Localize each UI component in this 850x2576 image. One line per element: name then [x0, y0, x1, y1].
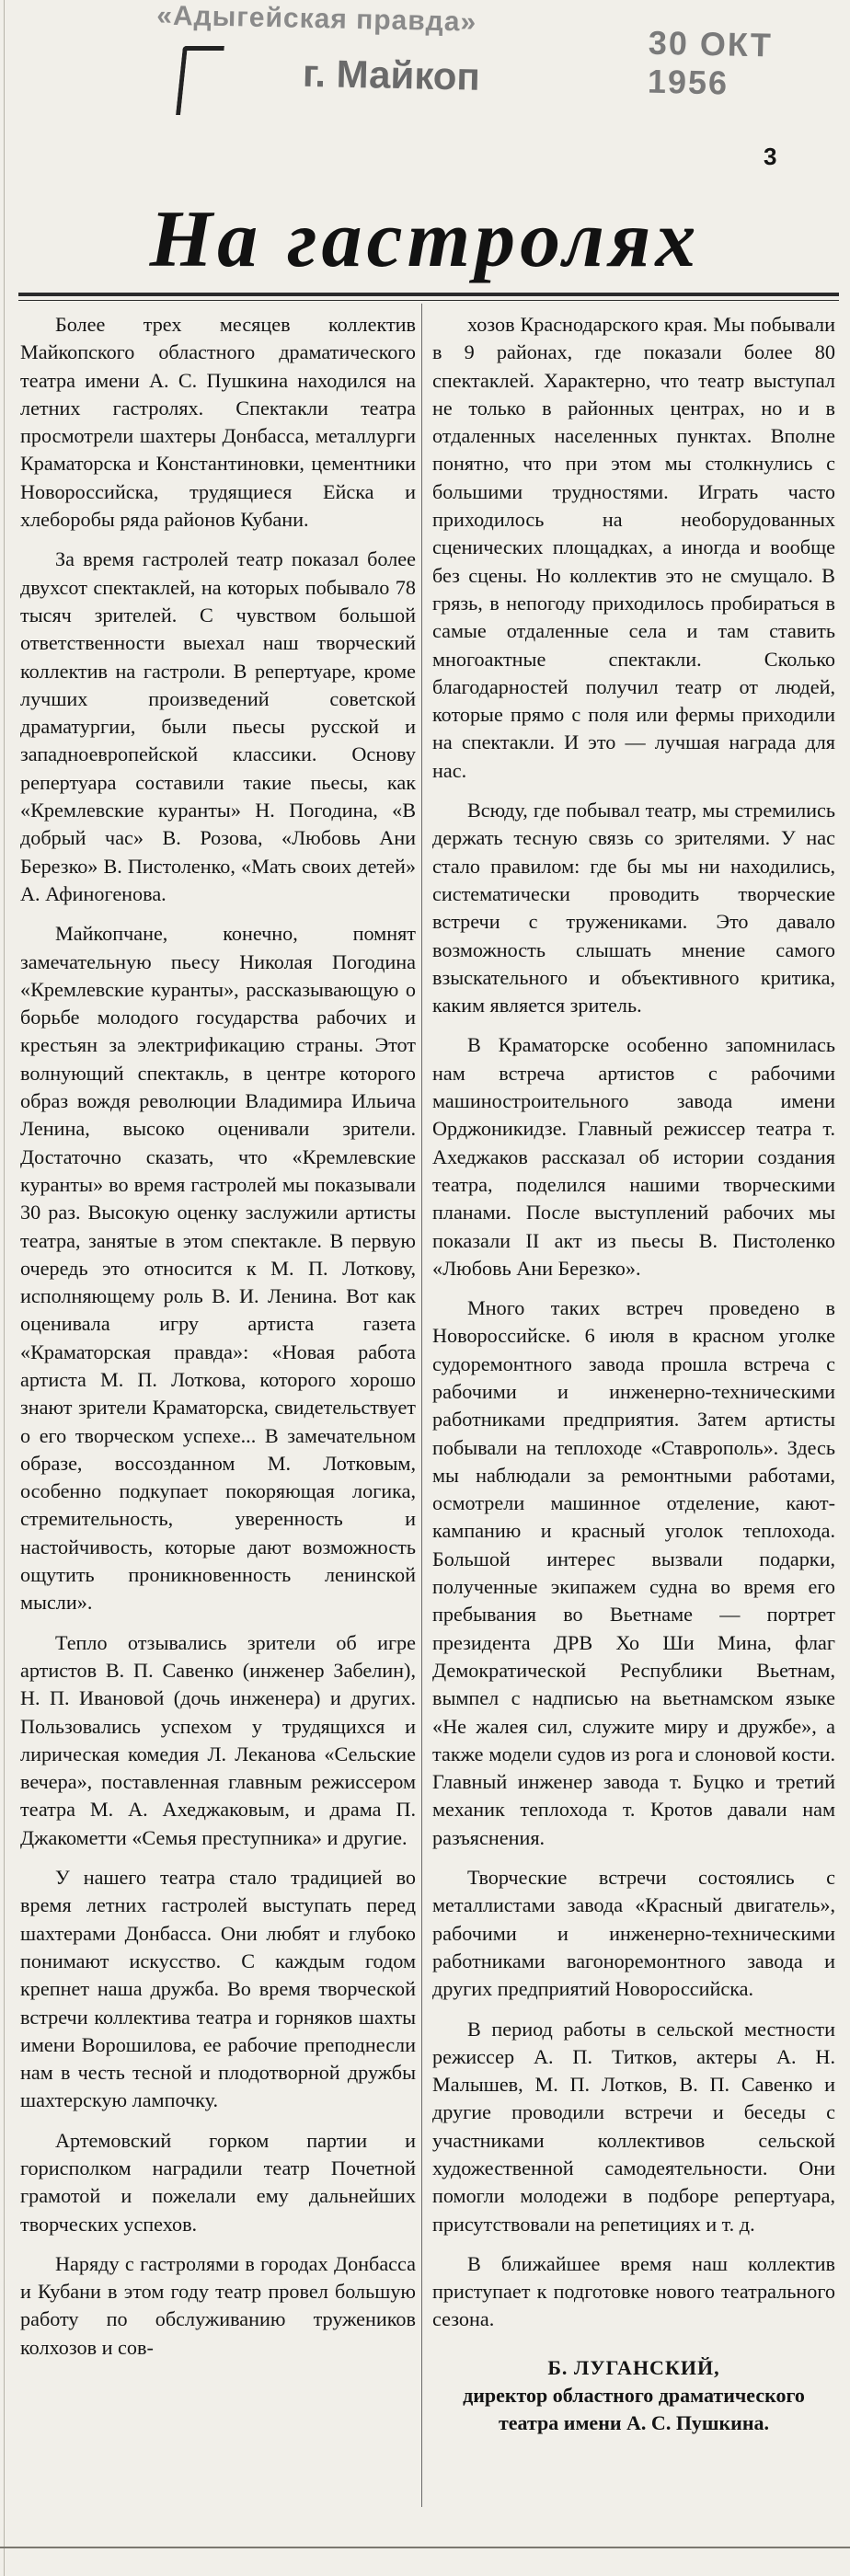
- page-edge: [4, 0, 5, 2576]
- author-name: Б. ЛУГАНСКИЙ,: [547, 2355, 720, 2379]
- paragraph: Много таких встреч проведено в Новороссийске. 6 июля в красном уголке судоремонтного завода прошла встреча с рабочими и инженерно-техническими работниками предприятия. Затем артисты побывали на теплоходе «Ставрополь». Здесь мы наблюдали за ремонтными работами, осмотрели машинное отделение, кают-кампанию и красный уголок теплохода. Большой интерес вызвали подарки, полученные экипажем судна во время его пребывания во Вьетнаме — портрет президента ДРВ Хо Ши Мина, флаг Демократической Республики Вьетнам, вымпел с надписью на вьетнамском языке «Не жалея сил, служите миру и дружбе», а также модели судов из рога и слоновой кости. Главный инженер завода т. Буцко и третий механик теплохода т. Кротов давали нам разъяснения.: [432, 1296, 835, 1849]
- page-number: 3: [764, 143, 777, 170]
- author-title: директор областного драматического театра имени А. С. Пушкина.: [463, 2383, 805, 2434]
- city-label: г. Майкоп: [302, 51, 481, 98]
- headline-rule-thin: [18, 300, 839, 301]
- paragraph: Более трех месяцев коллектив Майкопского областного драматического театра имени А. С. Пушкина находился на летних гастролях. Спектакли театра просмотрели шахтеры Донбасса, металлурги Краматорска и Константиновки, цементники Новороссийска, трудящиеся Ейска и хлеборобы ряда районов Кубани.: [20, 313, 416, 532]
- page-bottom-rule: [0, 2547, 850, 2548]
- paragraph: Творческие встречи состоялись с металлистами завода «Красный двигатель», рабочими и инженерно-техническими работниками вагоноремонтного завода и других предприятий Новороссийска.: [432, 1866, 835, 2001]
- handwritten-mark-icon: [176, 46, 224, 115]
- paragraph: Тепло отзывались зрители об игре артистов В. П. Савенко (инженер Забелин), Н. П. Ивановой (дочь инженера) и других. Пользовались успехом у трудящихся и лирическая комедия Л. Леканова «Сельские вечера», поставленная главным режиссером театра М. А. Ахеджаковым, и драма П. Джакометти «Семья преступника» и другие.: [20, 1630, 416, 1849]
- author-signature: [432, 2354, 835, 2437]
- paragraph: В период работы в сельской местности режиссер А. П. Титков, актеры А. Н. Малышев, М. П. Лотков, В. П. Савенко и другие проводили встречи и беседы с участниками коллективов сельской художественной самодеятельности. Они помогли молодежи в подборе репертуара, присутствовали на репетициях и т. д.: [432, 2017, 835, 2236]
- paragraph: В ближайшее время наш коллектив приступает к подготовке нового театрального сезона.: [432, 2251, 835, 2331]
- headline-rule: [18, 293, 839, 296]
- article-column-right: [432, 311, 835, 2437]
- newspaper-name: «Адыгейская правда»: [156, 0, 477, 38]
- article-column-left: [20, 311, 416, 2367]
- paragraph: Майкопчане, конечно, помнят замечательную пьесу Николая Погодина «Кремлевские куранты», рассказывающую о борьбе молодого государства рабочих и крестьян за электрификацию страны. Этот волнующий спектакль, в центре которого образ вождя революции Владимира Ильича Ленина, высоко оценивали зрители. Достаточно сказать, что «Кремлевские куранты» во время гастролей мы показывали 30 раз. Высокую оценку заслужили артисты театра, занятые в этом спектакле. В первую очередь это относится к М. П. Лоткову, исполняющему роль В. И. Ленина. Вот как оценивала игру артиста газета «Краматорская правда»: «Новая работа артиста М. П. Лоткова, которого хорошо знают зрители Краматорска, свидетельствует о его творческом успехе... В замечательном образе, воссозданном М. Лотковым, особенно подкупает покоряющая логика, стремительность, уверенность и настойчивость, которые дают возможность ощутить проникновенность ленинской мысли».: [20, 922, 416, 1615]
- paragraph: Артемовский горком партии и горисполком наградили театр Почетной грамотой и пожелали ему дальнейших творческих успехов.: [20, 2128, 416, 2236]
- column-divider: [421, 304, 422, 2507]
- date-stamp: 30 ОКТ 1956: [647, 23, 774, 102]
- article-headline: На гастролях: [149, 195, 701, 284]
- paragraph: В Краматорске особенно запомнилась нам встреча артистов с рабочими машиностроительного завода имени Орджоникидзе. Главный режиссер театра т. Ахеджаков рассказал об истории создания театра, поделился нашими творческими планами. После выступлений рабочих мы показали II акт из пьесы В. Пистоленко «Любовь Ани Березко».: [432, 1033, 835, 1280]
- paragraph: Всюду, где побывал театр, мы стремились держать тесную связь со зрителями. У нас стало правилом: где бы мы ни находились, систематически проводить творческие встречи с тружениками. Это давало возможность слышать мнение самого взыскательного и объективного критика, каким является зритель.: [432, 799, 835, 1018]
- paragraph: У нашего театра стало традицией во время летних гастролей выступать перед шахтерами Донбасса. Они любят и глубоко понимают искусство. С каждым годом крепнет наша дружба. Во время творческой встречи коллектива театра и горняков шахты имени Ворошилова, ее рабочие преподнесли нам в честь тесной и плодотворной дружбы шахтерскую лампочку.: [20, 1866, 416, 2112]
- paragraph: хозов Краснодарского края. Мы побывали в 9 районах, где показали более 80 спектаклей. Характерно, что театр выступал не только в районных центрах, но и в отдаленных населенных пунктах. Вполне понятно, что при этом мы столкнулись с большими трудностями. Играть часто приходилось на необорудованных сценических площадках, а иногда и вообще без сцены. Но коллектив это не смущало. В грязь, в непогоду приходилось пробираться в самые отдаленные села и там ставить многоактные спектакли. Сколько благодарностей получил театр от людей, которые прямо с поля или фермы приходили на спектакли. И это — лучшая награда для нас.: [432, 313, 835, 782]
- paragraph: За время гастролей театр показал более двухсот спектаклей, на которых побывало 78 тысяч зрителей. С чувством большой ответственности выехал наш творческий коллектив на гастроли. В репертуаре, кроме лучших произведений советской драматургии, были пьесы русской и западноевропейской классики. Основу репертуара составили такие пьесы, как «Кремлевские куранты» Н. Погодина, «В добрый час» В. Розова, «Любовь Ани Березко» В. Пистоленко, «Мать своих детей» А. Афиногенова.: [20, 547, 416, 905]
- archive-stamp: [137, 0, 837, 102]
- paragraph: Наряду с гастролями в городах Донбасса и Кубани в этом году театр провел большую работу по обслуживанию тружеников колхозов и сов-: [20, 2251, 416, 2359]
